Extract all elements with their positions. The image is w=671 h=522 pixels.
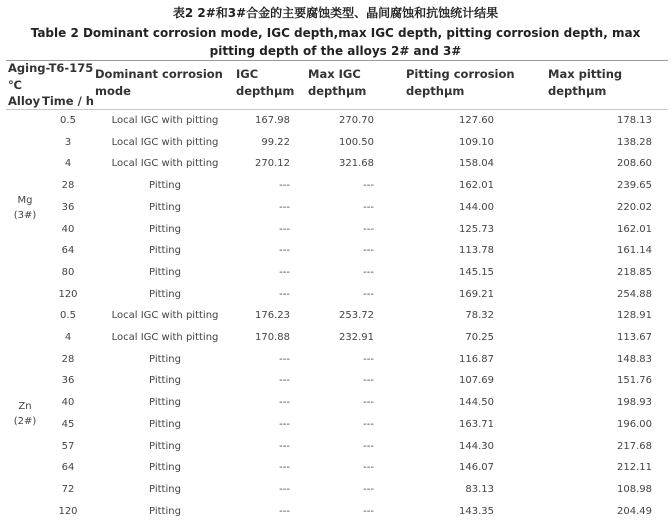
igc-depth-cell: --- — [279, 245, 290, 257]
igc-depth-cell: --- — [279, 201, 290, 213]
mode-cell: Pitting — [149, 288, 181, 300]
igc-depth-cell: --- — [279, 483, 290, 495]
max-igc-depth-cell: 321.68 — [339, 158, 374, 170]
pitting-depth-cell: 78.32 — [465, 310, 494, 322]
mode-cell: Pitting — [149, 180, 181, 192]
max-pitting-depth-cell: 113.67 — [617, 332, 652, 343]
max-pitting-depth-cell: 178.13 — [617, 115, 652, 126]
table-title-chinese: 表2 2#和3#合金的主要腐蚀类型、晶间腐蚀和抗蚀统计结果 — [172, 6, 499, 20]
mode-cell: Pitting — [149, 483, 181, 495]
pitting-depth-cell: 113.78 — [459, 245, 494, 257]
alloy-header: Alloy — [8, 94, 41, 108]
igc-depth-cell: --- — [279, 505, 290, 517]
max-pitting-depth-cell: 108.98 — [617, 483, 652, 495]
igc-header: IGC depthμm — [236, 67, 295, 98]
igc-depth-cell: --- — [279, 266, 290, 278]
igc-depth-cell: --- — [279, 223, 290, 235]
alloy-label — [8, 399, 42, 429]
max-igc-depth-cell: --- — [363, 397, 374, 409]
max-pitting-depth-cell: 217.68 — [617, 440, 652, 452]
max-igc-depth-cell: --- — [363, 418, 374, 430]
max-pitting-depth-cell: 208.60 — [617, 158, 652, 170]
time-cell: 80 — [61, 266, 75, 278]
mode-cell: Pitting — [149, 462, 181, 474]
max-igc-depth-cell: --- — [363, 266, 374, 278]
igc-depth-cell: 176.23 — [255, 310, 290, 322]
time-cell: 4 — [64, 332, 72, 343]
igc-depth-cell: --- — [279, 288, 290, 300]
pitting-depth-cell: 162.01 — [459, 180, 494, 192]
table-title-english: Table 2 Dominant corrosion mode, IGC depth,max IGC depth, pitting corrosion depth, max pitting depth of the alloys 2# and 3# — [30, 26, 641, 58]
max-pitting-depth-cell: 204.49 — [617, 505, 652, 517]
pitting-depth-cell: 144.00 — [459, 201, 494, 213]
mode-cell: Pitting — [149, 505, 181, 517]
time-cell: 4 — [64, 158, 72, 170]
mode-cell: Local IGC with pitting — [111, 115, 219, 126]
max-igc-depth-cell: --- — [363, 505, 374, 517]
pitting-header: Pitting corrosion depthμm — [406, 67, 515, 98]
max-igc-depth-cell: --- — [363, 201, 374, 213]
max-igc-depth-cell: 100.50 — [339, 136, 374, 148]
mode-cell: Pitting — [149, 375, 181, 387]
max-pitting-header: Max pitting depthμm — [548, 67, 623, 98]
time-cell: 72 — [61, 483, 75, 495]
mode-cell: Local IGC with pitting — [111, 136, 219, 148]
max-igc-depth-cell: --- — [363, 440, 374, 452]
max-igc-depth-cell: 232.91 — [339, 332, 374, 343]
max-pitting-depth-cell: 196.00 — [617, 418, 652, 430]
time-header: Time / h — [42, 94, 94, 108]
max-igc-depth-cell: --- — [363, 375, 374, 387]
max-pitting-depth-cell: 218.85 — [617, 266, 652, 278]
mode-cell: Local IGC with pitting — [111, 310, 219, 322]
alloy-element: Zn — [18, 400, 32, 412]
max-pitting-depth-cell: 198.93 — [617, 397, 652, 409]
max-igc-depth-cell: --- — [363, 245, 374, 257]
max-pitting-depth-cell: 239.65 — [617, 180, 652, 192]
pitting-depth-cell: 109.10 — [459, 136, 494, 148]
time-cell: 0.5 — [60, 115, 76, 126]
alloy-element: Mg — [17, 194, 33, 206]
pitting-depth-cell: 83.13 — [465, 483, 494, 495]
time-cell: 57 — [61, 440, 75, 452]
igc-depth-cell: 270.12 — [255, 158, 290, 170]
time-cell: 40 — [61, 223, 75, 235]
mode-cell: Pitting — [149, 440, 181, 452]
mode-cell: Pitting — [149, 223, 181, 235]
time-cell: 28 — [61, 180, 75, 192]
max-igc-depth-cell: --- — [363, 180, 374, 192]
max-igc-depth-cell: --- — [363, 288, 374, 300]
igc-depth-cell: --- — [279, 180, 290, 192]
mode-cell: Pitting — [149, 245, 181, 257]
igc-depth-cell: 167.98 — [255, 115, 290, 126]
pitting-depth-cell: 158.04 — [459, 158, 494, 170]
mode-cell: Pitting — [149, 397, 181, 409]
igc-depth-cell: --- — [279, 375, 290, 387]
header-top-rule — [6, 60, 668, 61]
time-cell: 0.5 — [60, 310, 76, 322]
pitting-depth-cell: 145.15 — [459, 266, 494, 278]
time-cell: 3 — [64, 136, 72, 148]
igc-depth-cell: --- — [279, 440, 290, 452]
pitting-depth-cell: 163.71 — [459, 418, 494, 430]
pitting-depth-cell: 107.69 — [459, 375, 494, 387]
mode-cell: Pitting — [149, 201, 181, 213]
max-igc-header: Max IGC depthμm — [308, 67, 367, 98]
mode-cell: Local IGC with pitting — [111, 158, 219, 170]
max-pitting-depth-cell: 128.91 — [617, 310, 652, 322]
time-cell: 40 — [61, 397, 75, 409]
pitting-depth-cell: 127.60 — [459, 115, 494, 126]
max-igc-depth-cell: --- — [363, 462, 374, 474]
alloy-label — [8, 193, 42, 223]
max-pitting-depth-cell: 220.02 — [617, 201, 652, 213]
max-pitting-depth-cell: 254.88 — [617, 288, 652, 300]
igc-depth-cell: 99.22 — [261, 136, 290, 148]
max-pitting-depth-cell: 161.14 — [617, 245, 652, 257]
igc-depth-cell: --- — [279, 418, 290, 430]
max-pitting-depth-cell: 212.11 — [617, 462, 652, 474]
time-cell: 36 — [61, 201, 75, 213]
max-pitting-depth-cell: 138.28 — [617, 136, 652, 148]
max-pitting-depth-cell: 148.83 — [617, 353, 652, 365]
time-cell: 64 — [61, 462, 75, 474]
aging-header: Aging-T6-175 ℃ — [8, 61, 94, 92]
time-cell: 36 — [61, 375, 75, 387]
time-cell: 120 — [58, 288, 78, 300]
igc-depth-cell: 170.88 — [255, 332, 290, 343]
igc-depth-cell: --- — [279, 353, 290, 365]
pitting-depth-cell: 144.50 — [459, 397, 494, 409]
max-pitting-depth-cell: 151.76 — [617, 375, 652, 387]
max-igc-depth-cell: 270.70 — [339, 115, 374, 126]
mode-cell: Local IGC with pitting — [111, 332, 219, 343]
mode-header: Dominant corrosion mode — [95, 67, 223, 98]
igc-depth-cell: --- — [279, 397, 290, 409]
time-cell: 28 — [61, 353, 75, 365]
max-igc-depth-cell: --- — [363, 223, 374, 235]
max-pitting-depth-cell: 162.01 — [617, 223, 652, 235]
mode-cell: Pitting — [149, 353, 181, 365]
mode-cell: Pitting — [149, 266, 181, 278]
time-cell: 120 — [58, 505, 78, 517]
pitting-depth-cell: 70.25 — [465, 332, 494, 343]
pitting-depth-cell: 125.73 — [459, 223, 494, 235]
time-cell: 64 — [61, 245, 75, 257]
mode-cell: Pitting — [149, 418, 181, 430]
max-igc-depth-cell: --- — [363, 353, 374, 365]
pitting-depth-cell: 143.35 — [459, 505, 494, 517]
pitting-depth-cell: 144.30 — [459, 440, 494, 452]
alloy-code: (3#) — [13, 209, 37, 221]
pitting-depth-cell: 169.21 — [459, 288, 494, 300]
max-igc-depth-cell: --- — [363, 483, 374, 495]
pitting-depth-cell: 116.87 — [459, 353, 494, 365]
time-cell: 45 — [61, 418, 75, 430]
igc-depth-cell: --- — [279, 462, 290, 474]
max-igc-depth-cell: 253.72 — [339, 310, 374, 322]
pitting-depth-cell: 146.07 — [459, 462, 494, 474]
alloy-code: (2#) — [13, 415, 37, 427]
